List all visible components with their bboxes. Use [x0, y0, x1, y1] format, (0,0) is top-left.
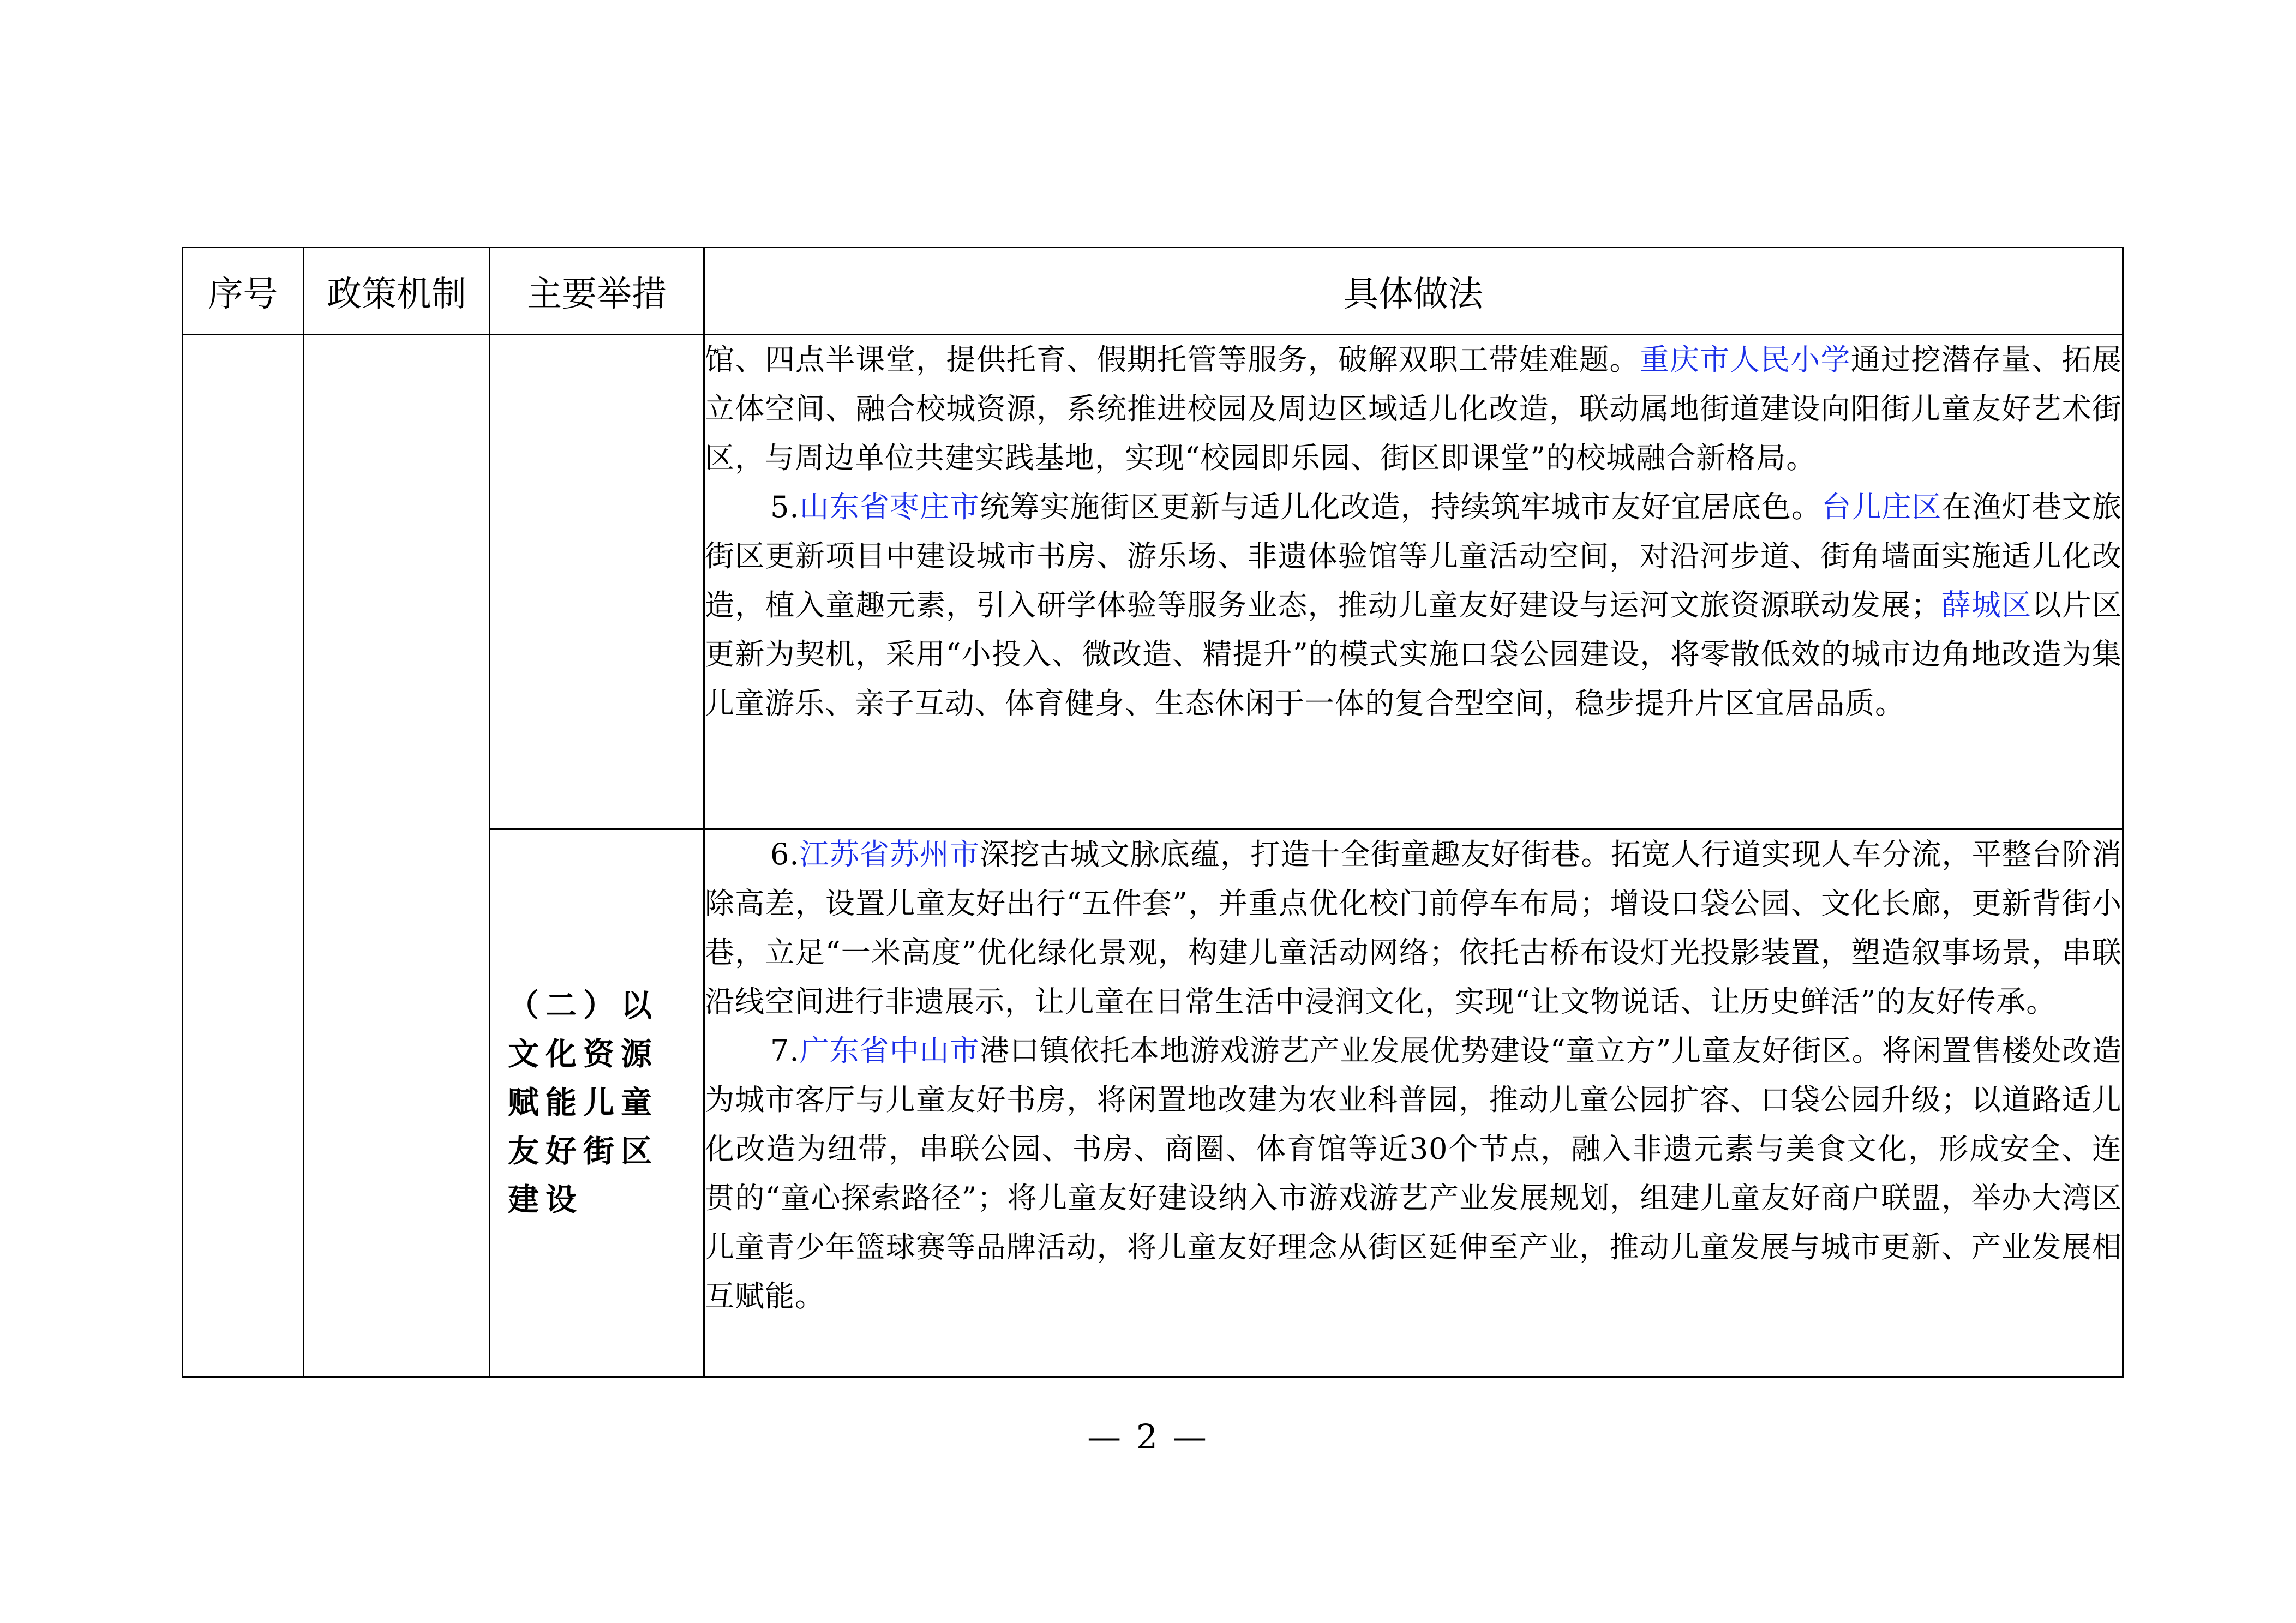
practice-cell — [704, 335, 2123, 829]
practice-text: 通过挖潜存量、拓展立体空间、融合校城资源，系统推进校园及周边区域适儿化改造，联动属地街道建设向阳街儿童友好艺术街区，与周边单位共建实践基地，实现“校园即乐园、街区即课堂”的校城融合新格局。 — [705, 342, 2123, 475]
header-specific-practices: 具体做法 — [704, 248, 2123, 335]
place-name-highlight: 江苏省苏州市 — [799, 837, 980, 871]
practice-text: 在渔灯巷文旅街区更新项目中建设城市书房、游乐场、非遗体验馆等儿童活动空间，对沿河步道、街角墙面实施适儿化改造，植入童趣元素，引入研学体验等服务业态，推动儿童友好建设与运河文旅资源联动发展； — [705, 490, 2123, 622]
practice-text: 7. — [770, 1033, 800, 1068]
table-header-row — [183, 248, 2123, 335]
policy-table — [182, 247, 2124, 1378]
practice-paragraph — [705, 483, 2122, 728]
practice-text: 港口镇依托本地游戏游艺产业发展优势建设“童立方”儿童友好街区。将闲置售楼处改造为城市客厅与儿童友好书房，将闲置地改建为农业科普园，推动儿童公园扩容、口袋公园升级；以道路适儿化改造为纽带，串联公园、书房、商圈、体育馆等近30个节点，融入非遗元素与美食文化，形成安全、连贯的“童心探索路径”；将儿童友好建设纳入市游戏游艺产业发展规划，组建儿童友好商户联盟，举办大湾区儿童青少年篮球赛等品牌活动，将儿童友好理念从街区延伸至产业，推动儿童发展与城市更新、产业发展相互赋能。 — [705, 1033, 2123, 1313]
measure-text: （二）以文化资源赋能儿童友好街区建设 — [508, 988, 658, 1218]
policy-cell — [304, 335, 490, 1377]
header-main-measures: 主要举措 — [490, 248, 704, 335]
practice-cell — [704, 829, 2123, 1377]
practice-text: 以片区更新为契机，采用“小投入、微改造、精提升”的模式实施口袋公园建设，将零散低效的城市边角地改造为集儿童游乐、亲子互动、体育健身、生态休闲于一体的复合型空间，稳步提升片区宜居品质。 — [705, 588, 2123, 720]
practice-paragraph — [705, 335, 2122, 483]
place-name-highlight: 薛城区 — [1941, 588, 2032, 622]
practice-text: 深挖古城文脉底蕴，打造十全街童趣友好街巷。拓宽人行道实现人车分流，平整台阶消除高差，设置儿童友好出行“五件套”，并重点优化校门前停车布局；增设口袋公园、文化长廊，更新背街小巷，立足“一米高度”优化绿化景观，构建儿童活动网络；依托古桥布设灯光投影装置，塑造叙事场景，串联沿线空间进行非遗展示，让儿童在日常生活中浸润文化，实现“让文物说话、让历史鲜活”的友好传承。 — [705, 837, 2123, 1019]
place-name-highlight: 广东省中山市 — [799, 1033, 980, 1068]
index-cell — [183, 335, 304, 1377]
practice-paragraph — [705, 1026, 2122, 1321]
practice-text: 5. — [770, 490, 800, 524]
measure-cell-empty — [490, 335, 704, 829]
measure-cell — [490, 829, 704, 1377]
practice-text: 统筹实施街区更新与适儿化改造，持续筑牢城市友好宜居底色。 — [980, 490, 1822, 524]
page-number: — 2 — — [1087, 1417, 1209, 1457]
header-index: 序号 — [183, 248, 304, 335]
practice-paragraph — [705, 830, 2122, 1026]
place-name-highlight: 台儿庄区 — [1821, 490, 1942, 524]
table-row — [183, 335, 2123, 829]
place-name-highlight: 山东省枣庄市 — [799, 490, 980, 524]
header-policy-mechanism: 政策机制 — [304, 248, 490, 335]
practice-text: 6. — [770, 837, 800, 871]
place-name-highlight: 重庆市人民小学 — [1639, 342, 1851, 377]
practice-text: 馆、四点半课堂，提供托育、假期托管等服务，破解双职工带娃难题。 — [705, 342, 1640, 377]
